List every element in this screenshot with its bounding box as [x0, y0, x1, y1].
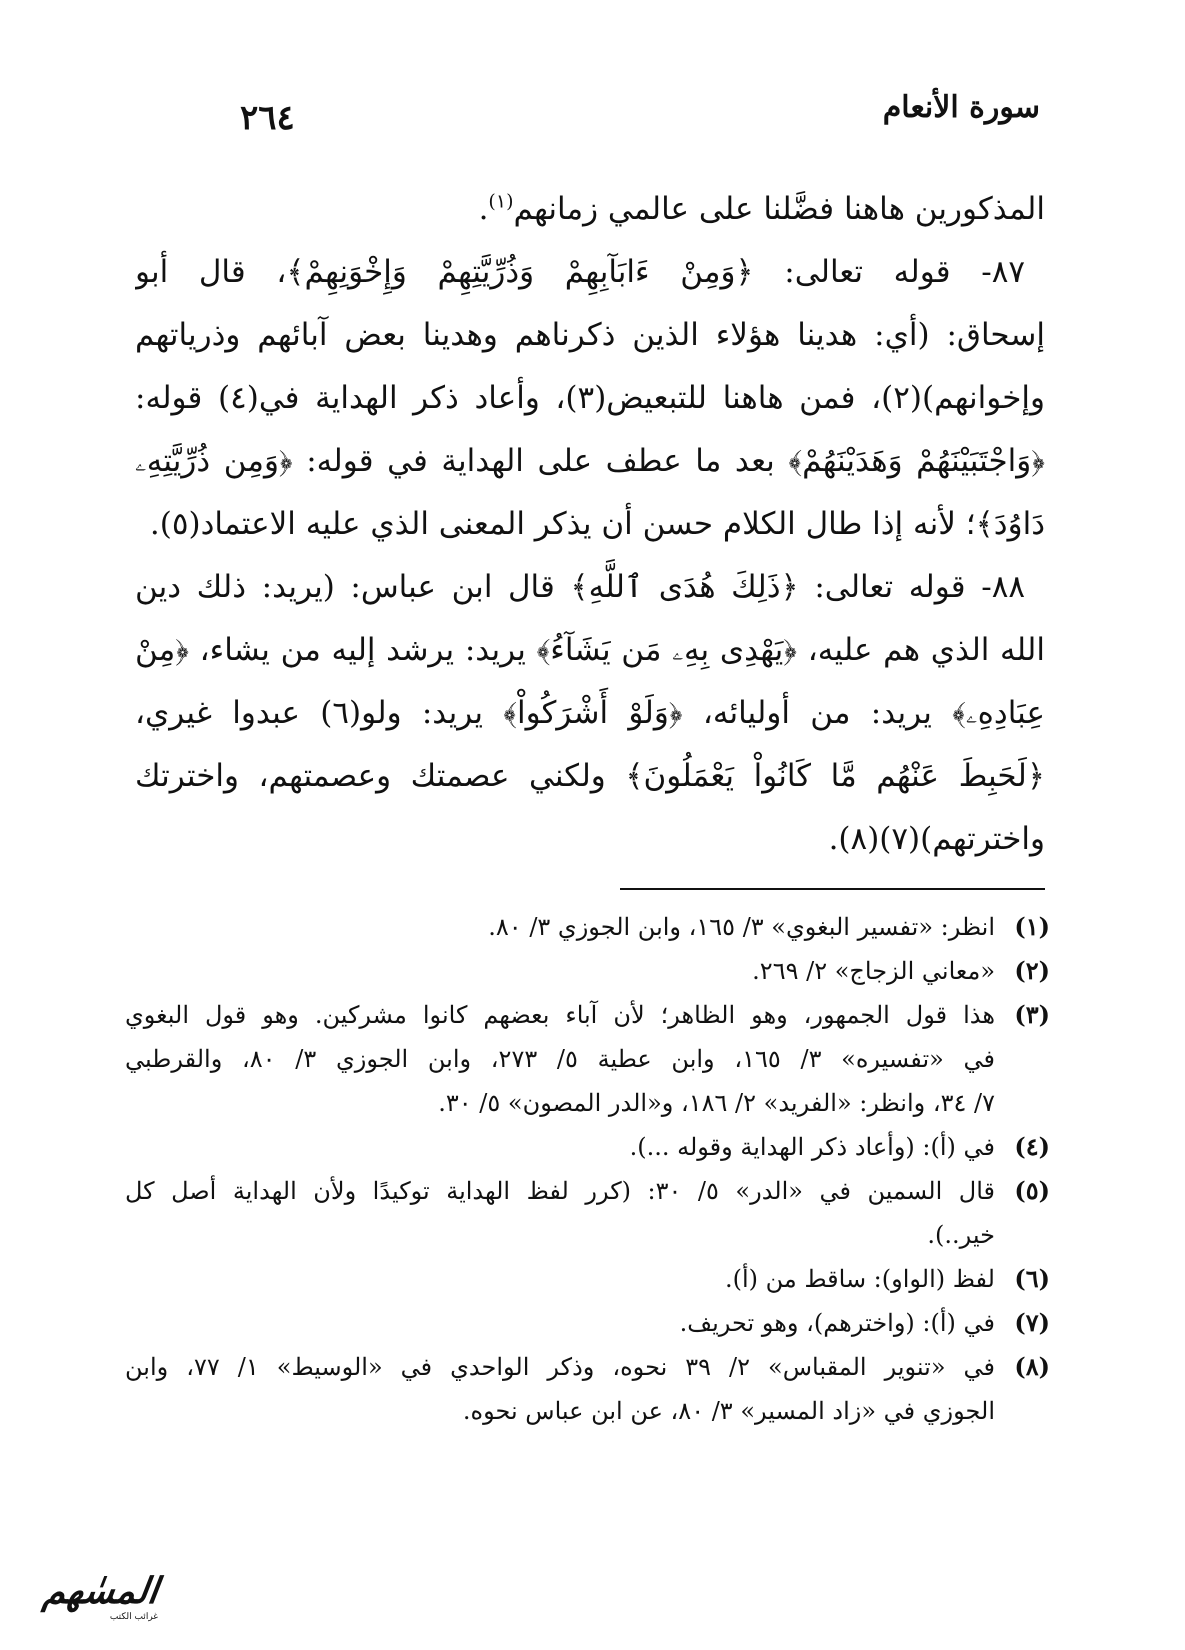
- footnote-text: لفظ (الواو): ساقط من (أ).: [724, 1265, 995, 1293]
- footnote-text: في (أ): (واخترهم)، وهو تحريف.: [679, 1309, 995, 1337]
- footnote-text: خير..).: [927, 1221, 995, 1249]
- main-text: [135, 178, 1045, 871]
- text-line-3: إسحاق: (أي: هدينا هؤلاء الذين ذكرناهم وهدينا بعض آبائهم وذرياتهم: [135, 317, 1045, 353]
- footnote-text: قال السمين في «الدر» ٥/ ٣٠: (كرر لفظ الهداية توكيدًا ولأن الهداية أصل كل: [125, 1177, 996, 1205]
- page-number: ٢٦٤: [240, 98, 295, 138]
- library-stamp-logo: [8, 1570, 161, 1635]
- footnote-5: [125, 1169, 1050, 1257]
- text-line-8: الله الذي هم عليه، ﴿يَهْدِى بِهِۦ مَن يَشَآءُ﴾ يريد: يرشد إليه من يشاء، ﴿مِنْ: [135, 632, 1045, 668]
- surah-title: سورة الأنعام: [882, 90, 1040, 125]
- text-line-6: دَاوُدَ﴾؛ لأنه إذا طال الكلام حسن أن يذكر المعنى الذي عليه الاعتماد(٥).: [149, 506, 1045, 542]
- footnote-ref: (١): [488, 190, 514, 213]
- text-line-11: واخترتهم)(٧)(٨).: [828, 821, 1045, 857]
- stamp-sub-text: غرائب الكتب: [109, 1612, 158, 1622]
- footnote-text: ٧/ ٣٤، وانظر: «الفريد» ٢/ ١٨٦، و«الدر المصون» ٥/ ٣٠.: [438, 1089, 995, 1117]
- footnote-text: «معاني الزجاج» ٢/ ٢٦٩.: [752, 957, 995, 985]
- footnote-number: (٦): [1014, 1264, 1050, 1293]
- footnote-8: [125, 1345, 1050, 1433]
- text-line-5: ﴿وَاجْتَبَيْنَهُمْ وَهَدَيْنَهُمْ﴾ بعد ما عطف على الهداية في قوله: ﴿وَمِن ذُرِّيَّتِهِۦ: [135, 443, 1045, 479]
- text-line-10: ﴿لَحَبِطَ عَنْهُم مَّا كَانُواْ يَعْمَلُونَ﴾ ولكني عصمتك وعصمتهم، واخترتك: [135, 758, 1045, 794]
- text-line-9: عِبَادِهِۦ﴾ يريد: من أوليائه، ﴿وَلَوْ أَشْرَكُواْ﴾ يريد: ولو(٦) عبدوا غيري،: [135, 695, 1045, 731]
- text-line-2: ٨٧- قوله تعالى: ﴿وَمِنْ ءَابَآبِهِمْ وَذُرِّيَّتِهِمْ وَإِخْوَنِهِمْ﴾، قال أبو: [135, 254, 1025, 290]
- footnote-1: [125, 905, 1050, 949]
- footnote-2: [125, 949, 1050, 993]
- footnote-number: (٣): [1014, 1000, 1050, 1029]
- footnote-number: (٤): [1014, 1132, 1050, 1161]
- footnote-4: [125, 1125, 1050, 1169]
- footnote-7: [125, 1301, 1050, 1345]
- footnote-text: الجوزي في «زاد المسير» ٣/ ٨٠، عن ابن عباس نحوه.: [462, 1397, 995, 1425]
- footnote-separator: [620, 888, 1045, 890]
- footnote-number: (٥): [1014, 1176, 1050, 1205]
- footnote-6: [125, 1257, 1050, 1301]
- footnote-3: [125, 993, 1050, 1125]
- footnote-number: (٧): [1014, 1308, 1050, 1337]
- footnote-text: انظر: «تفسير البغوي» ٣/ ١٦٥، وابن الجوزي ٣/ ٨٠.: [488, 913, 995, 941]
- text-line-4: وإخوانهم)(٢)، فمن هاهنا للتبعيض(٣)، وأعاد ذكر الهداية في(٤) قوله:: [135, 380, 1045, 416]
- footnote-number: (١): [1014, 912, 1050, 941]
- page-header: [140, 90, 1040, 150]
- footnote-number: (٨): [1014, 1352, 1050, 1381]
- footnote-text: في «تفسيره» ٣/ ١٦٥، وابن عطية ٥/ ٢٧٣، وابن الجوزي ٣/ ٨٠، والقرطبي: [125, 1045, 995, 1073]
- footnotes: [125, 905, 1050, 1433]
- footnote-number: (٢): [1014, 956, 1050, 985]
- footnote-text: في (أ): (وأعاد ذكر الهداية وقوله ...).: [629, 1133, 995, 1161]
- text-line-1: المذكورين هاهنا فضَّلنا على عالمي زمانهم$^{(١)}$.: [478, 190, 1045, 227]
- footnote-text: في «تنوير المقباس» ٢/ ٣٩ نحوه، وذكر الواحدي في «الوسيط» ١/ ٧٧، وابن: [125, 1353, 996, 1381]
- stamp-main-text: المسٰهم: [40, 1570, 161, 1612]
- footnote-text: هذا قول الجمهور، وهو الظاهر؛ لأن آباء بعضهم كانوا مشركين. وهو قول البغوي: [125, 1001, 995, 1029]
- text-line-7: ٨٨- قوله تعالى: ﴿ذَلِكَ هُدَى ٱللَّهِ﴾ قال ابن عباس: (يريد: ذلك دين: [135, 569, 1025, 605]
